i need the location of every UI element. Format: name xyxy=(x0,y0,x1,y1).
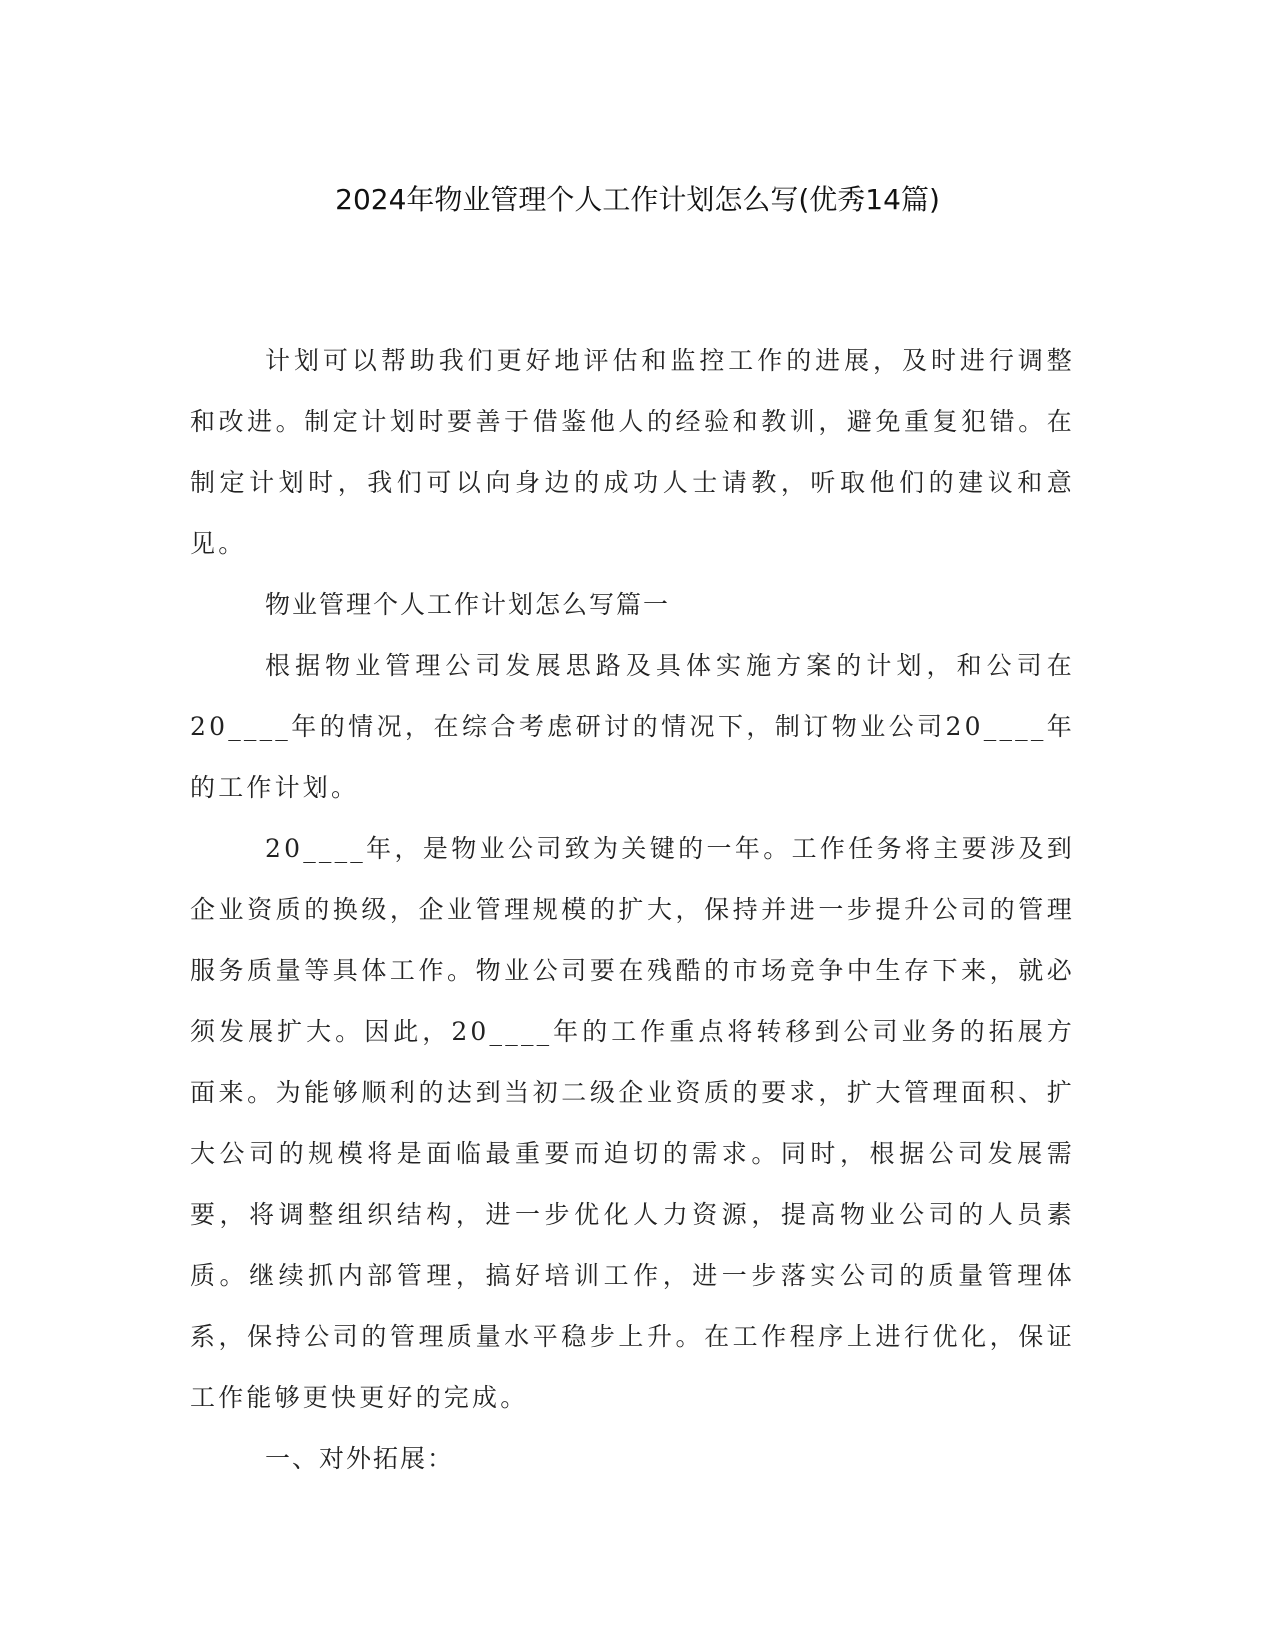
plan-paragraph: 根据物业管理公司发展思路及具体实施方案的计划，和公司在20____年的情况，在综合考虑研讨的情况下，制订物业公司20____年的工作计划。 xyxy=(190,651,1075,802)
document-body xyxy=(190,330,1075,1489)
intro-paragraph: 计划可以帮助我们更好地评估和监控工作的进展，及时进行调整和改进。制定计划时要善于借鉴他人的经验和教训，避免重复犯错。在制定计划时，我们可以向身边的成功人士请教，听取他们的建议和意见。 xyxy=(190,346,1075,558)
key-year-paragraph: 20____年，是物业公司致为关键的一年。工作任务将主要涉及到企业资质的换级，企业管理规模的扩大，保持并进一步提升公司的管理服务质量等具体工作。物业公司要在残酷的市场竞争中生存下来，就必须发展扩大。因此，20____年的工作重点将转移到公司业务的拓展方面来。为能够顺利的达到当初二级企业资质的要求，扩大管理面积、扩大公司的规模将是面临最重要而迫切的需求。同时，根据公司发展需要，将调整组织结构，进一步优化人力资源，提高物业公司的人员素质。继续抓内部管理，搞好培训工作，进一步落实公司的质量管理体系，保持公司的管理质量水平稳步上升。在工作程序上进行优化，保证工作能够更快更好的完成。 xyxy=(190,834,1075,1412)
document-title: 2024年物业管理个人工作计划怎么写(优秀14篇) xyxy=(335,183,940,216)
subsection-heading: 一、对外拓展： xyxy=(265,1444,455,1473)
section-heading: 物业管理个人工作计划怎么写篇一 xyxy=(265,590,671,619)
